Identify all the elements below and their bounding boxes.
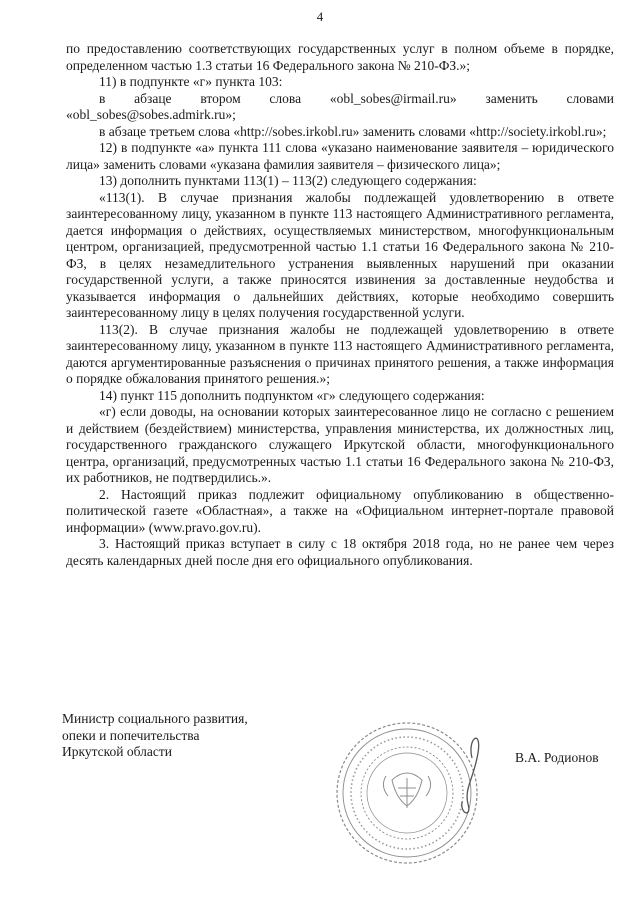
paragraph: в абзаце третьем слова «http://sobes.irkobl.ru» заменить словами «http://society.irkobl.ru»; (99, 123, 607, 139)
page-number: 4 (316, 9, 324, 24)
paragraph: 113(2). В случае признания жалобы не подлежащей удовлетворению в ответе заинтересованному лицу, указанном в пункте 113 настоящего Административного регламента, даются аргументированные разъяснения о причинах принятого решения, а также информация о порядке обжалования принятого решения.»; (66, 321, 614, 386)
position-line: Министр социального развития, (62, 711, 248, 726)
paragraph: «г) если доводы, на основании которых заинтересованное лицо не согласно с решением и действием (бездействием) министерства, управления министерства, их должностных лиц, государственного гражданского служащего Иркутской области, многофункционального центра, организаций, предусмотренных частью 1.1 статьи 16 Федерального закона № 210-ФЗ, их работников, не подтвердились.». (66, 404, 614, 485)
paragraph: 14) пункт 115 дополнить подпунктом «г» следующего содержания: (99, 387, 485, 403)
paragraph: 3. Настоящий приказ вступает в силу с 18 октября 2018 года, но не ранее чем через десять календарных дней после дня его официального опубликования. (66, 536, 614, 568)
seal-emblem (383, 773, 430, 808)
paragraph: 11) в подпункте «г» пункта 103: (99, 74, 283, 89)
position-line: Иркутской области (62, 744, 173, 759)
paragraph: «113(1). В случае признания жалобы подлежащей удовлетворению в ответе заинтересованному лицу, указанном в пункте 113 настоящего Административного регламента, дается информация о действиях, осуществляемых министерством, многофункциональным центром, организацией, предусмотренной частью 1.1 статьи 16 Федерального закона № 210-ФЗ, в целях незамедлительного устранения выявленных нарушений при оказании государственной услуги, а также приносятся извинения за доставленные неудобства и указывается информация о дальнейших действиях, которые необходимо совершить заинтересованному лицу в целях получения государственной услуги. (66, 189, 614, 320)
paragraph: по предоставлению соответствующих государственных услуг в полном объеме в порядке, определенном частью 1.3 статьи 16 Федерального закона № 210-ФЗ.»; (66, 41, 614, 73)
paragraph: 12) в подпункте «а» пункта 111 слова «указано наименование заявителя – юридического лица» заменить словами «указана фамилия заявителя – физического лица»; (66, 140, 614, 172)
paragraph: 13) дополнить пунктами 113(1) – 113(2) следующего содержания: (99, 173, 477, 188)
signatory-name: В.А. Родионов (515, 750, 599, 765)
official-seal (332, 718, 482, 868)
paragraph: в абзаце втором слова «obl_sobes@irmail.ru» заменить словами «obl_sobes@sobes.admirk.ru»; (66, 90, 614, 122)
document-body (66, 41, 614, 569)
position-line: опеки и попечительства (62, 727, 200, 743)
paragraph: 2. Настоящий приказ подлежит официальному опубликованию в общественно-политической газете «Областная», а также на «Официальном интернет-портале правовой информации» (www.pravo.gov.ru). (66, 486, 614, 535)
signatory-position (62, 711, 248, 761)
